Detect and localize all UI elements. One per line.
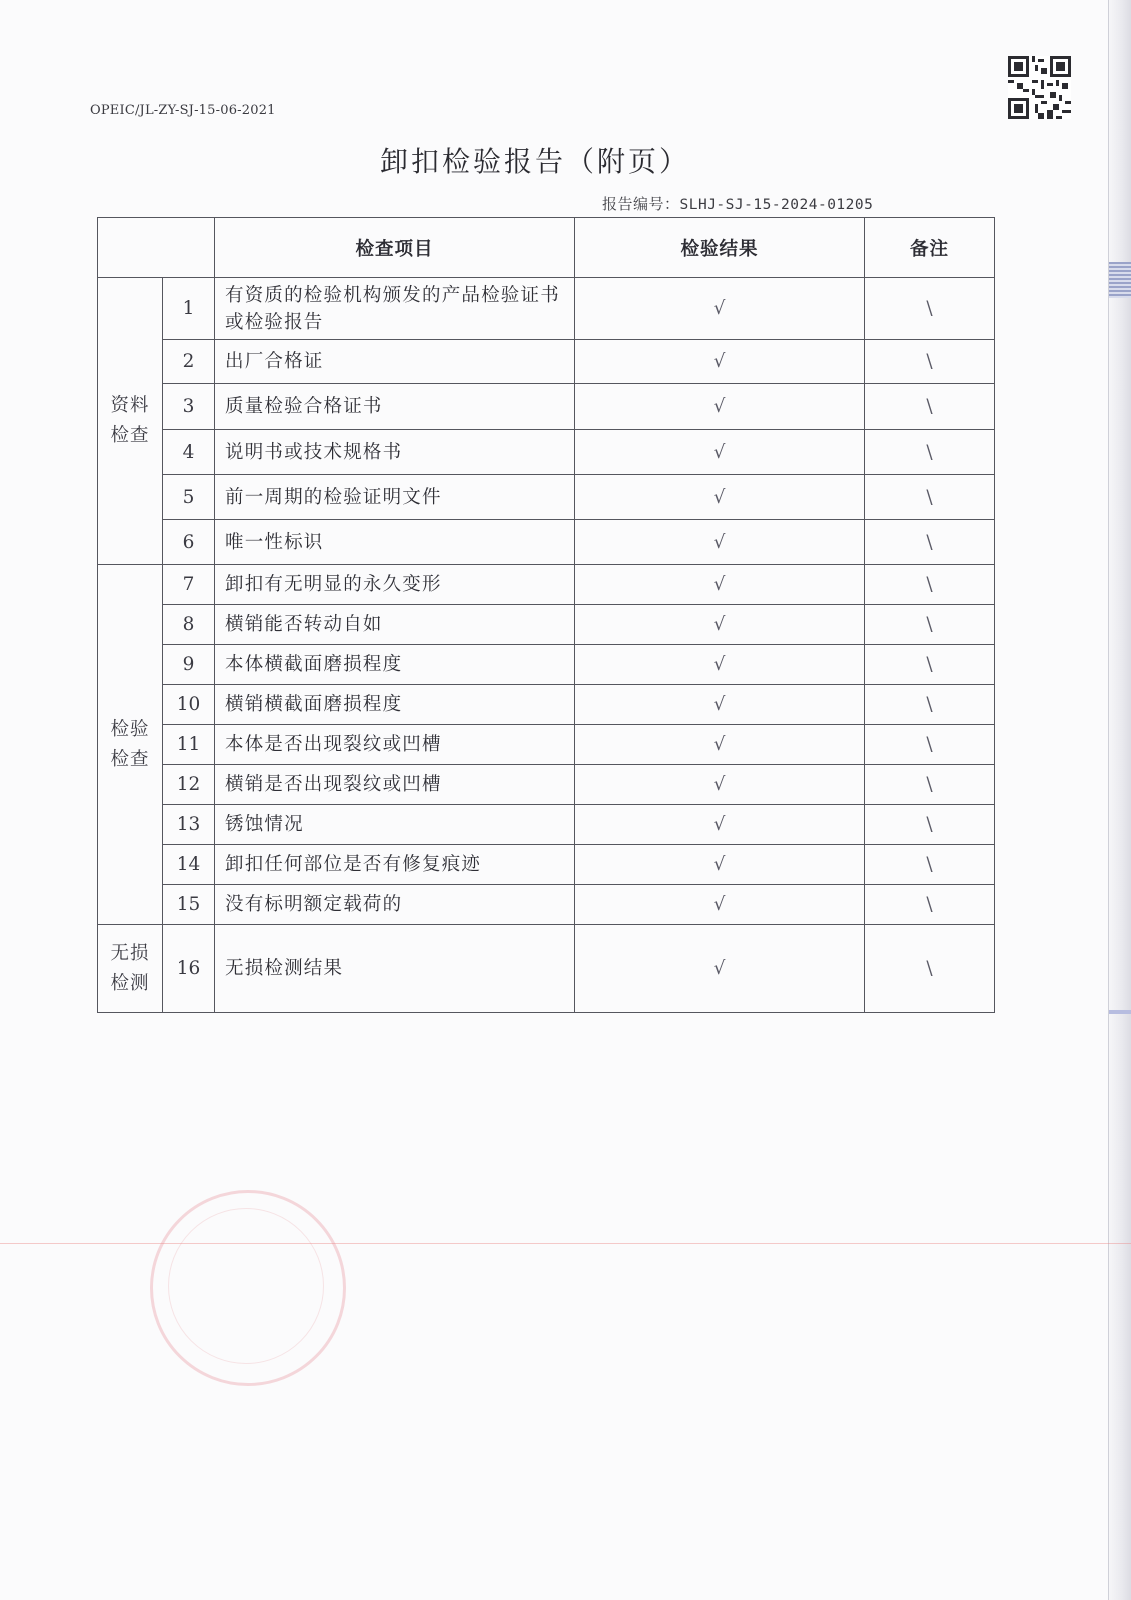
row-number: 3: [163, 384, 215, 430]
table-row: [98, 805, 995, 845]
row-number: 4: [163, 430, 215, 475]
table-row: [98, 925, 995, 1013]
row-number: 13: [163, 805, 215, 845]
note-cell: \: [865, 520, 995, 565]
result-cell: √: [575, 605, 865, 645]
inspection-item: 锈蚀情况: [215, 805, 575, 845]
note-cell: \: [865, 885, 995, 925]
row-number: 2: [163, 340, 215, 384]
result-cell: √: [575, 885, 865, 925]
note-cell: \: [865, 278, 995, 340]
inspection-item: 质量检验合格证书: [215, 384, 575, 430]
result-cell: √: [575, 765, 865, 805]
column-header-note: 备注: [865, 218, 995, 278]
row-number: 7: [163, 565, 215, 605]
note-cell: \: [865, 605, 995, 645]
inspection-item: 无损检测结果: [215, 925, 575, 1013]
report-title: 卸扣检验报告（附页）: [379, 145, 690, 178]
inspection-item: 本体是否出现裂纹或凹槽: [215, 725, 575, 765]
table-row: [98, 278, 995, 340]
result-cell: √: [575, 278, 865, 340]
note-cell: \: [865, 765, 995, 805]
table-row: [98, 475, 995, 520]
inspection-table: [97, 217, 995, 1013]
result-cell: √: [575, 520, 865, 565]
category-cell: 资料 检查: [98, 278, 163, 565]
inspection-item: 唯一性标识: [215, 520, 575, 565]
note-cell: \: [865, 384, 995, 430]
row-number: 5: [163, 475, 215, 520]
result-cell: √: [575, 430, 865, 475]
result-cell: √: [575, 340, 865, 384]
result-cell: √: [575, 925, 865, 1013]
column-header-result: 检验结果: [575, 218, 865, 278]
row-number: 1: [163, 278, 215, 340]
table-row: [98, 384, 995, 430]
inspection-item: 说明书或技术规格书: [215, 430, 575, 475]
row-number: 14: [163, 845, 215, 885]
note-cell: \: [865, 645, 995, 685]
row-number: 16: [163, 925, 215, 1013]
row-number: 15: [163, 885, 215, 925]
table-row: [98, 725, 995, 765]
table-row: [98, 605, 995, 645]
seal-stamp-inner-ring: [168, 1208, 324, 1364]
note-cell: \: [865, 430, 995, 475]
result-cell: √: [575, 725, 865, 765]
row-number: 10: [163, 685, 215, 725]
note-cell: \: [865, 805, 995, 845]
result-cell: √: [575, 384, 865, 430]
report-number-label: 报告编号：: [602, 195, 680, 213]
table-row: [98, 845, 995, 885]
scan-line: [0, 1243, 1131, 1244]
row-number: 9: [163, 645, 215, 685]
result-cell: √: [575, 475, 865, 520]
result-cell: √: [575, 845, 865, 885]
report-number-value: SLHJ-SJ-15-2024-01205: [679, 197, 874, 213]
inspection-item: 卸扣任何部位是否有修复痕迹: [215, 845, 575, 885]
column-header-item: 检查项目: [215, 218, 575, 278]
table-row: [98, 430, 995, 475]
row-number: 8: [163, 605, 215, 645]
inspection-table-body: [98, 218, 995, 1013]
result-cell: √: [575, 685, 865, 725]
result-cell: √: [575, 645, 865, 685]
inspection-item: 出厂合格证: [215, 340, 575, 384]
row-number: 12: [163, 765, 215, 805]
qr-code-icon: [1008, 56, 1071, 119]
note-cell: \: [865, 475, 995, 520]
header-corner-cell: [98, 218, 215, 278]
row-number: 11: [163, 725, 215, 765]
result-cell: √: [575, 565, 865, 605]
note-cell: \: [865, 685, 995, 725]
note-cell: \: [865, 340, 995, 384]
document-code: OPEIC/JL-ZY-SJ-15-06-2021: [90, 103, 276, 118]
inspection-item: 有资质的检验机构颁发的产品检验证书或检验报告: [215, 278, 575, 340]
report-number: [602, 193, 873, 214]
inspection-item: 横销能否转动自如: [215, 605, 575, 645]
inspection-item: 本体横截面磨损程度: [215, 645, 575, 685]
table-row: [98, 565, 995, 605]
category-cell: 无损 检测: [98, 925, 163, 1013]
table-row: [98, 520, 995, 565]
table-row: [98, 645, 995, 685]
scan-edge-mark: [1109, 262, 1131, 298]
table-row: [98, 765, 995, 805]
inspection-item: 前一周期的检验证明文件: [215, 475, 575, 520]
note-cell: \: [865, 925, 995, 1013]
scan-edge-mark: [1109, 1010, 1131, 1014]
table-row: [98, 885, 995, 925]
table-row: [98, 685, 995, 725]
inspection-item: 没有标明额定载荷的: [215, 885, 575, 925]
note-cell: \: [865, 565, 995, 605]
table-header-row: [98, 218, 995, 278]
inspection-item: 横销是否出现裂纹或凹槽: [215, 765, 575, 805]
note-cell: \: [865, 845, 995, 885]
inspection-item: 横销横截面磨损程度: [215, 685, 575, 725]
note-cell: \: [865, 725, 995, 765]
table-row: [98, 340, 995, 384]
inspection-item: 卸扣有无明显的永久变形: [215, 565, 575, 605]
category-cell: 检验 检查: [98, 565, 163, 925]
row-number: 6: [163, 520, 215, 565]
result-cell: √: [575, 805, 865, 845]
scan-edge: [1108, 0, 1131, 1600]
